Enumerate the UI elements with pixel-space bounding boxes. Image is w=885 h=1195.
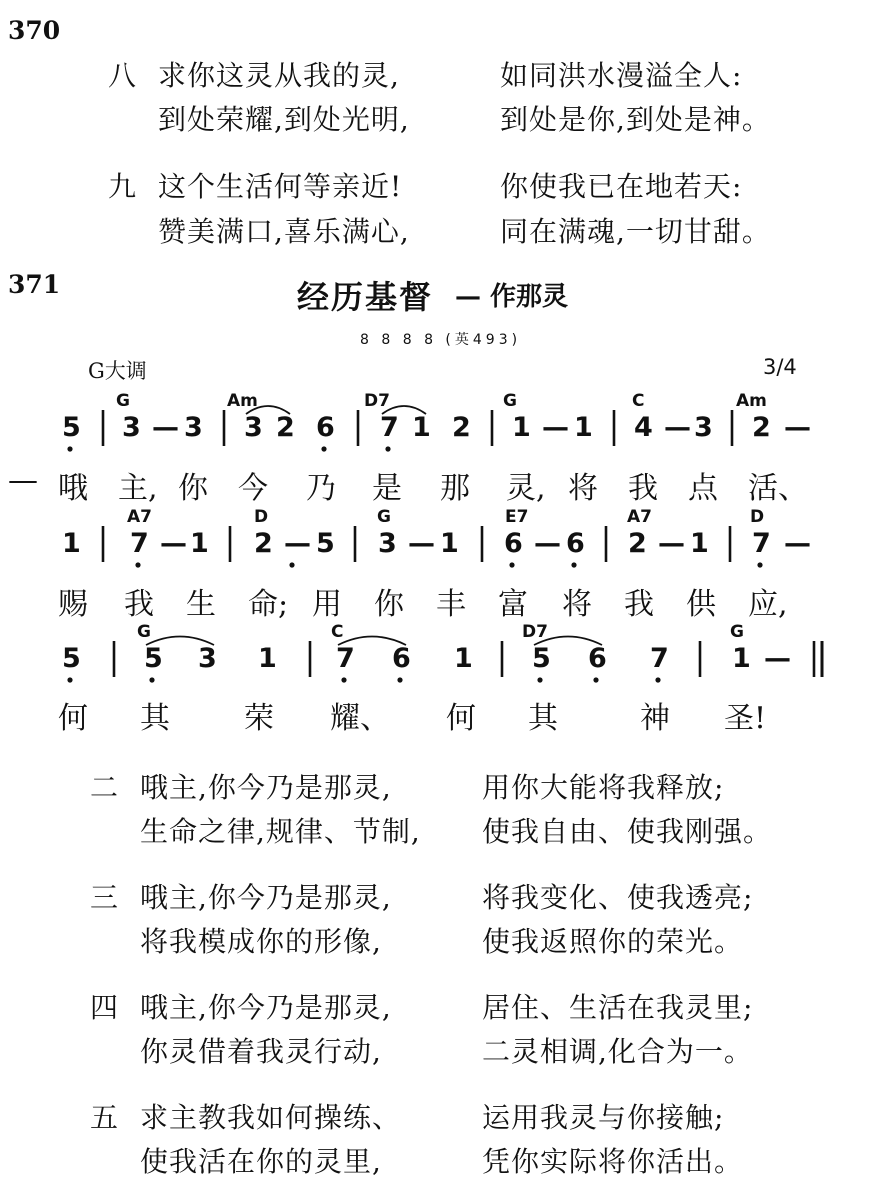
note: — [152, 412, 179, 443]
lyric-word: 赐 [58, 587, 88, 622]
chord: E7 [505, 507, 529, 527]
lyric-word: 生 [186, 587, 216, 622]
note: 1 [440, 528, 459, 559]
verse-4-line-2-right: 二灵相调,化合为一。 [482, 1035, 753, 1068]
note: 2 [752, 412, 771, 443]
verse-mark-2: 二 [90, 771, 119, 804]
chord: Am [227, 391, 258, 411]
note: 3 [244, 412, 263, 443]
verse-5-line-1-right: 运用我灵与你接触; [482, 1101, 725, 1134]
note: 6 [392, 643, 411, 674]
lyric-word: 命; [248, 587, 289, 622]
lyric-word: 是 [372, 471, 402, 506]
verse-2-line-1-left: 哦主,你今乃是那灵, [140, 771, 392, 804]
verse-9-line-2-left: 赞美满口,喜乐满心, [158, 215, 410, 248]
note: 1 [258, 643, 277, 674]
note: 5 [316, 528, 335, 559]
octave-dot [757, 562, 762, 567]
verse-mark-4: 四 [90, 991, 119, 1024]
note: — [284, 528, 311, 559]
verse-mark-9: 九 [108, 170, 137, 203]
slur [534, 637, 602, 646]
verse-2-line-2-left: 生命之律,规律、节制, [140, 815, 421, 848]
verse-5-line-2-right: 凭你实际将你活出。 [482, 1145, 744, 1178]
note: 1 [412, 412, 431, 443]
note: 3 [184, 412, 203, 443]
note: 5 [144, 643, 163, 674]
verse-2-line-1-right: 用你大能将我释放; [482, 771, 725, 804]
verse-3-line-2-right: 使我返照你的荣光。 [482, 925, 744, 958]
octave-dot [135, 562, 140, 567]
note: 1 [574, 412, 593, 443]
note: 1 [512, 412, 531, 443]
lyric-word: 耀、 [330, 701, 390, 736]
verse-5-line-2-left: 使我活在你的灵里, [140, 1145, 382, 1178]
verse-3-line-2-left: 将我模成你的形像, [140, 925, 382, 958]
lyric-word: 何 [58, 701, 88, 736]
note: — [664, 412, 691, 443]
slur [382, 406, 426, 414]
note: 1 [190, 528, 209, 559]
lyric-word: — [8, 463, 38, 498]
chord: C [632, 391, 645, 411]
hymn-title: 经历基督 [297, 278, 434, 316]
note: 7 [650, 643, 669, 674]
lyric-word: 富 [498, 587, 528, 622]
note: 4 [634, 412, 653, 443]
octave-dot [149, 677, 154, 682]
octave-dot [593, 677, 598, 682]
note: 7 [336, 643, 355, 674]
verse-3-line-1-left: 哦主,你今乃是那灵, [140, 881, 392, 914]
hymn-subtitle: — 作那灵 [455, 282, 569, 312]
chord: G [503, 391, 517, 411]
verse-8-line-2-right: 到处是你,到处是神。 [500, 103, 771, 136]
lyric-word: 你 [374, 587, 404, 622]
verse-3-line-1-right: 将我变化、使我透亮; [482, 881, 754, 914]
lyric-word: 圣! [724, 701, 767, 736]
chord: D7 [522, 622, 548, 642]
lyric-word: 点 [688, 471, 718, 506]
lyric-word: 荣 [244, 701, 274, 736]
key-signature: G大调 [88, 359, 147, 383]
chord: D [750, 507, 765, 527]
note: — [784, 412, 811, 443]
slur [146, 637, 214, 646]
chord: A7 [127, 507, 152, 527]
lyric-word: 将 [562, 587, 592, 622]
note: 3 [694, 412, 713, 443]
lyric-word: 乃 [306, 471, 336, 506]
verse-8-line-1-left: 求你这灵从我的灵, [158, 59, 400, 92]
lyric-word: 用 [312, 587, 342, 622]
lyric-word: 何 [446, 701, 476, 736]
verse-9-line-1-left: 这个生活何等亲近! [158, 170, 403, 203]
note: 2 [276, 412, 295, 443]
lyric-word: 今 [238, 471, 268, 506]
note: 6 [566, 528, 585, 559]
meter-label: 8 8 8 8 (英493) [360, 332, 522, 348]
note: — [658, 528, 685, 559]
note: 6 [588, 643, 607, 674]
lyric-word: 你 [178, 471, 208, 506]
note: 6 [316, 412, 335, 443]
octave-dot [289, 562, 294, 567]
lyric-word: 那 [440, 471, 470, 506]
lyric-word: 应, [748, 587, 788, 622]
chord: G [377, 507, 391, 527]
lyric-word: 活、 [748, 471, 808, 506]
octave-dot [321, 446, 326, 451]
lyric-word: 灵, [506, 471, 546, 506]
octave-dot [67, 446, 72, 451]
verse-8-line-1-right: 如同洪水漫溢全人: [500, 59, 743, 92]
chord: A7 [627, 507, 652, 527]
note: 2 [452, 412, 471, 443]
hymn-number-371: 371 [8, 270, 61, 299]
note: 7 [752, 528, 771, 559]
note: 1 [62, 528, 81, 559]
note: — [784, 528, 811, 559]
verse-4-line-1-left: 哦主,你今乃是那灵, [140, 991, 392, 1024]
note: 2 [254, 528, 273, 559]
lyric-word: 丰 [436, 587, 466, 622]
verse-8-line-2-left: 到处荣耀,到处光明, [158, 103, 410, 136]
note: 5 [62, 412, 81, 443]
lyric-word: 我 [628, 471, 658, 506]
chord: D [254, 507, 269, 527]
note: 7 [130, 528, 149, 559]
lyric-word: 将 [568, 471, 598, 506]
note: 3 [198, 643, 217, 674]
note: 5 [532, 643, 551, 674]
octave-dot [655, 677, 660, 682]
verse-mark-5: 五 [90, 1101, 119, 1134]
note: 3 [378, 528, 397, 559]
octave-dot [571, 562, 576, 567]
note: 6 [504, 528, 523, 559]
note: 5 [62, 643, 81, 674]
octave-dot [397, 677, 402, 682]
verse-9-line-1-right: 你使我已在地若天: [500, 170, 743, 203]
note: — [408, 528, 435, 559]
lyric-word: 我 [124, 587, 154, 622]
chord: D7 [364, 391, 390, 411]
octave-dot [509, 562, 514, 567]
slur [338, 637, 406, 646]
verse-5-line-1-left: 求主教我如何操练、 [140, 1101, 402, 1134]
note: 7 [380, 412, 399, 443]
chord: C [331, 622, 344, 642]
lyric-word: 神 [640, 701, 670, 736]
lyric-word: 我 [624, 587, 654, 622]
verse-mark-8: 八 [108, 59, 137, 92]
note: — [542, 412, 569, 443]
chord: G [730, 622, 744, 642]
lyric-word: 其 [528, 701, 558, 736]
note: — [534, 528, 561, 559]
hymn-number-370: 370 [8, 16, 61, 45]
lyric-word: 供 [686, 587, 716, 622]
time-signature: 3/4 [763, 355, 797, 379]
verse-2-line-2-right: 使我自由、使我刚强。 [482, 815, 773, 848]
octave-dot [341, 677, 346, 682]
slur [246, 406, 290, 414]
verse-9-line-2-right: 同在满魂,一切甘甜。 [500, 215, 771, 248]
verse-4-line-1-right: 居住、生活在我灵里; [482, 991, 754, 1024]
chord: G [116, 391, 130, 411]
note: 1 [732, 643, 751, 674]
chord: G [137, 622, 151, 642]
lyric-word: 其 [140, 701, 170, 736]
note: 1 [454, 643, 473, 674]
verse-mark-3: 三 [90, 881, 119, 914]
octave-dot [537, 677, 542, 682]
verse-4-line-2-left: 你灵借着我灵行动, [140, 1035, 382, 1068]
note: 2 [628, 528, 647, 559]
note: 1 [690, 528, 709, 559]
octave-dot [67, 677, 72, 682]
octave-dot [385, 446, 390, 451]
lyric-word: 主, [118, 471, 158, 506]
note: 3 [122, 412, 141, 443]
chord: Am [736, 391, 767, 411]
note: — [764, 643, 791, 674]
note: — [160, 528, 187, 559]
lyric-word: 哦 [58, 471, 88, 506]
